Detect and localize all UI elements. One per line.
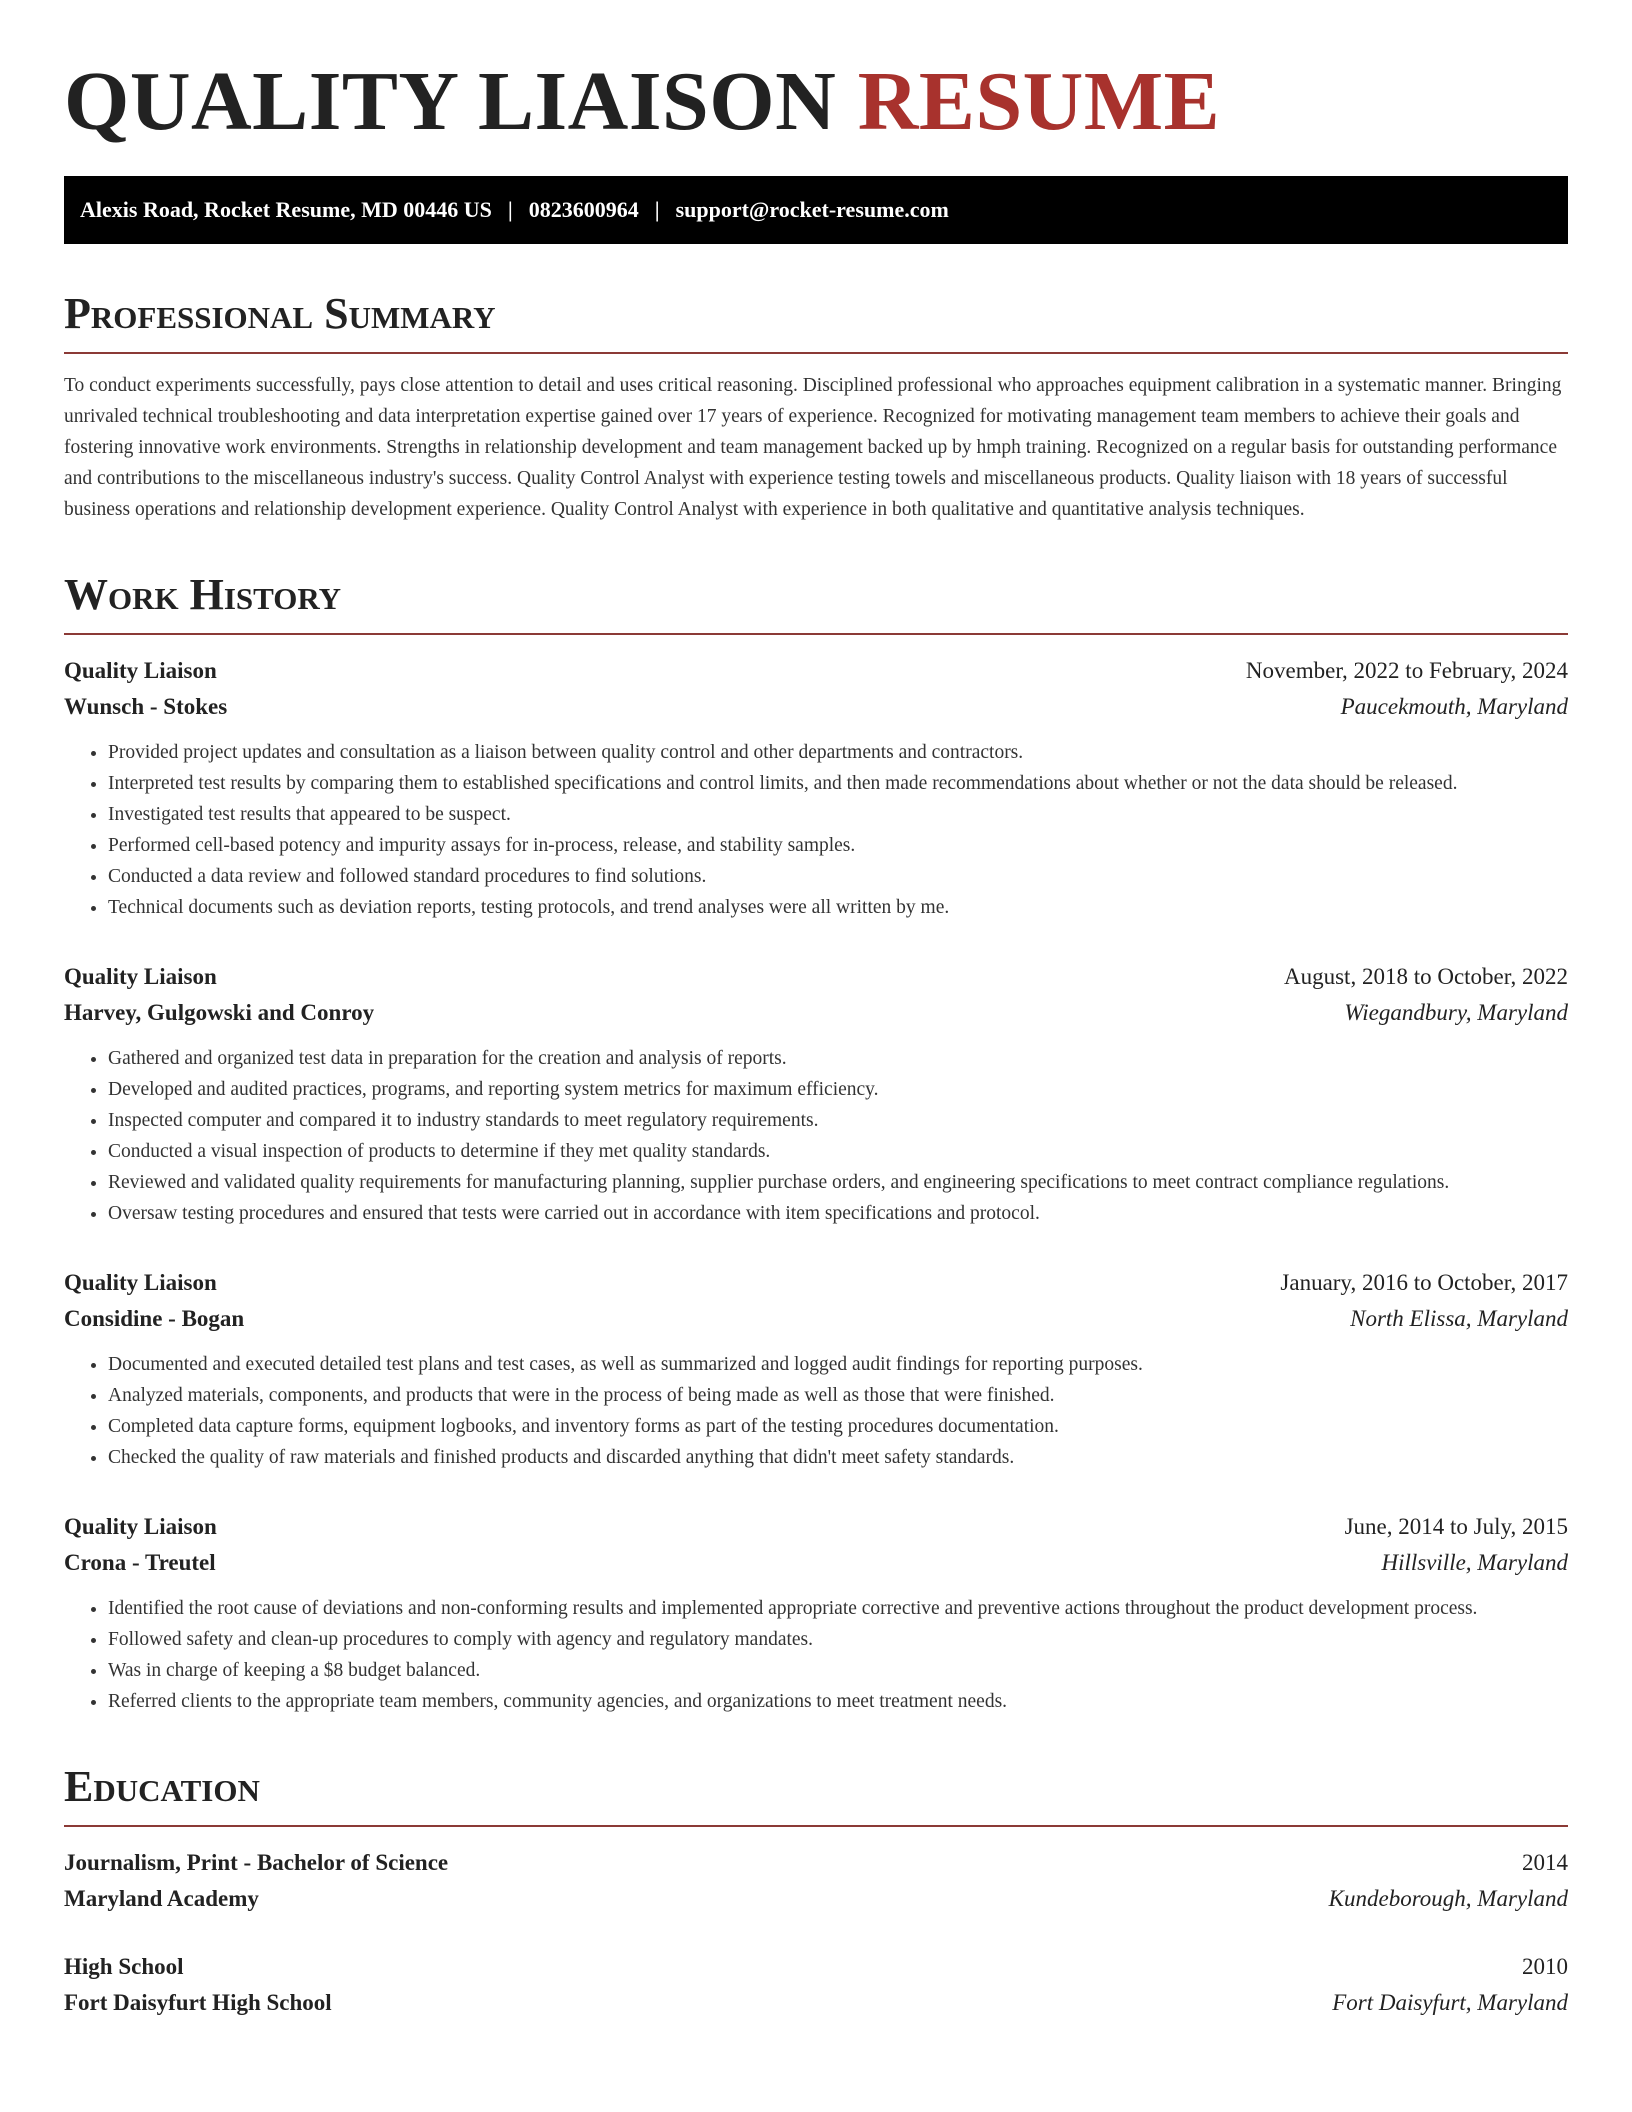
- job-title: Quality Liaison: [64, 658, 217, 683]
- job-dates: August, 2018 to October, 2022: [1284, 964, 1568, 989]
- work-history-section: [64, 569, 1568, 1717]
- job-bullet: • Performed cell-based potency and impurity assays for in-process, release, and stability samples.: [108, 830, 1568, 861]
- job-location: Paucekmouth, Maryland: [1340, 694, 1568, 719]
- education-year: 2014: [1522, 1850, 1568, 1875]
- job-bullets: [64, 1043, 1568, 1229]
- contact-address: Alexis Road, Rocket Resume, MD 00446 US: [80, 197, 492, 222]
- job-entry: [64, 653, 1568, 923]
- job-bullet: • Conducted a data review and followed standard procedures to find solutions.: [108, 861, 1568, 892]
- job-bullet: • Identified the root cause of deviations and non-conforming results and implemented appropriate corrective and preventive actions throughout the product development process.: [108, 1593, 1568, 1624]
- education-entry: [64, 1949, 1568, 2021]
- job-entry: [64, 959, 1568, 1229]
- section-heading-summary: Professional Summary: [64, 288, 1568, 354]
- education-degree-row: [64, 1949, 1568, 1985]
- job-header-row: [64, 653, 1568, 689]
- job-company-row: [64, 689, 1568, 725]
- contact-phone: 0823600964: [528, 197, 639, 222]
- education-entry: [64, 1845, 1568, 1917]
- education-location: Kundeborough, Maryland: [1328, 1886, 1568, 1911]
- job-entry: [64, 1265, 1568, 1473]
- job-company-row: [64, 1301, 1568, 1337]
- job-company: Crona - Treutel: [64, 1550, 216, 1575]
- contact-email: support@rocket-resume.com: [675, 197, 949, 222]
- education-degree: Journalism, Print - Bachelor of Science: [64, 1850, 449, 1875]
- job-bullet: • Completed data capture forms, equipment logbooks, and inventory forms as part of the testing procedures documentation.: [108, 1411, 1568, 1442]
- job-bullet: • Reviewed and validated quality requirements for manufacturing planning, supplier purchase orders, and engineering specifications to meet contract compliance regulations.: [108, 1167, 1568, 1198]
- job-company: Harvey, Gulgowski and Conroy: [64, 1000, 375, 1025]
- education-list: [64, 1845, 1568, 2021]
- job-bullet: • Inspected computer and compared it to industry standards to meet regulatory requirements.: [108, 1105, 1568, 1136]
- job-bullet: • Checked the quality of raw materials and finished products and discarded anything that didn't meet safety standards.: [108, 1442, 1568, 1473]
- job-company: Wunsch - Stokes: [64, 694, 228, 719]
- job-title: Quality Liaison: [64, 1514, 217, 1539]
- job-bullet: • Documented and executed detailed test plans and test cases, as well as summarized and logged audit findings for reporting purposes.: [108, 1349, 1568, 1380]
- job-list: [64, 653, 1568, 1717]
- education-degree: High School: [64, 1954, 184, 1979]
- job-bullet: • Was in charge of keeping a $8 budget balanced.: [108, 1655, 1568, 1686]
- job-bullet: • Oversaw testing procedures and ensured that tests were carried out in accordance with item specifications and protocol.: [108, 1198, 1568, 1229]
- title-accent: RESUME: [857, 55, 1221, 148]
- job-location: North Elissa, Maryland: [1350, 1306, 1568, 1331]
- job-bullet: • Interpreted test results by comparing them to established specifications and control limits, and then made recommendations about whether or not the data should be released.: [108, 768, 1568, 799]
- resume-title: [64, 52, 1568, 152]
- education-school-row: [64, 1985, 1568, 2021]
- title-main: QUALITY LIAISON: [64, 55, 837, 148]
- job-location: Hillsville, Maryland: [1381, 1550, 1568, 1575]
- job-company-row: [64, 1545, 1568, 1581]
- job-header-row: [64, 1509, 1568, 1545]
- job-dates: June, 2014 to July, 2015: [1344, 1514, 1568, 1539]
- job-title: Quality Liaison: [64, 964, 217, 989]
- job-bullet: • Analyzed materials, components, and products that were in the process of being made as well as those that were finished.: [108, 1380, 1568, 1411]
- education-school: Maryland Academy: [64, 1886, 259, 1911]
- job-bullet: • Developed and audited practices, programs, and reporting system metrics for maximum efficiency.: [108, 1074, 1568, 1105]
- section-heading-work-history: Work History: [64, 569, 1568, 635]
- job-bullet: • Gathered and organized test data in preparation for the creation and analysis of reports.: [108, 1043, 1568, 1074]
- contact-separator: |: [654, 197, 660, 222]
- job-bullet: • Provided project updates and consultation as a liaison between quality control and other departments and contractors.: [108, 737, 1568, 768]
- job-company: Considine - Bogan: [64, 1306, 245, 1331]
- summary-text: To conduct experiments successfully, pays close attention to detail and uses critical reasoning. Disciplined professional who approaches equipment calibration in a systematic manner. Bringing unrivaled technical troubleshooting and data interpretation expertise gained over 17 years of experience. Recognized for motivating management team members to achieve their goals and fostering innovative work environments. Strengths in relationship development and team management backed up by hmph training. Recognized on a regular basis for outstanding performance and contributions to the miscellaneous industry's success. Quality Control Analyst with experience testing towels and miscellaneous products. Quality liaison with 18 years of successful business operations and relationship development experience. Quality Control Analyst with experience in both qualitative and quantitative analysis techniques.: [64, 375, 1562, 520]
- professional-summary-section: [64, 288, 1568, 525]
- job-header-row: [64, 1265, 1568, 1301]
- contact-separator: |: [507, 197, 513, 222]
- job-bullet: • Investigated test results that appeared to be suspect.: [108, 799, 1568, 830]
- job-bullet: • Conducted a visual inspection of products to determine if they met quality standards.: [108, 1136, 1568, 1167]
- contact-bar: [64, 176, 1568, 244]
- education-section: [64, 1761, 1568, 2021]
- section-heading-education: Education: [64, 1761, 1568, 1827]
- job-company-row: [64, 995, 1568, 1031]
- education-degree-row: [64, 1845, 1568, 1881]
- education-location: Fort Daisyfurt, Maryland: [1332, 1990, 1568, 2015]
- education-year: 2010: [1522, 1954, 1568, 1979]
- job-title: Quality Liaison: [64, 1270, 217, 1295]
- job-dates: January, 2016 to October, 2017: [1280, 1270, 1568, 1295]
- education-school-row: [64, 1881, 1568, 1917]
- education-school: Fort Daisyfurt High School: [64, 1990, 332, 2015]
- job-location: Wiegandbury, Maryland: [1344, 1000, 1568, 1025]
- job-entry: [64, 1509, 1568, 1717]
- job-bullets: [64, 1349, 1568, 1473]
- job-header-row: [64, 959, 1568, 995]
- job-dates: November, 2022 to February, 2024: [1245, 658, 1568, 683]
- job-bullet: • Referred clients to the appropriate team members, community agencies, and organizations to meet treatment needs.: [108, 1686, 1568, 1717]
- job-bullet: • Followed safety and clean-up procedures to comply with agency and regulatory mandates.: [108, 1624, 1568, 1655]
- job-bullets: [64, 737, 1568, 923]
- job-bullet: • Technical documents such as deviation reports, testing protocols, and trend analyses were all written by me.: [108, 892, 1568, 923]
- job-bullets: [64, 1593, 1568, 1717]
